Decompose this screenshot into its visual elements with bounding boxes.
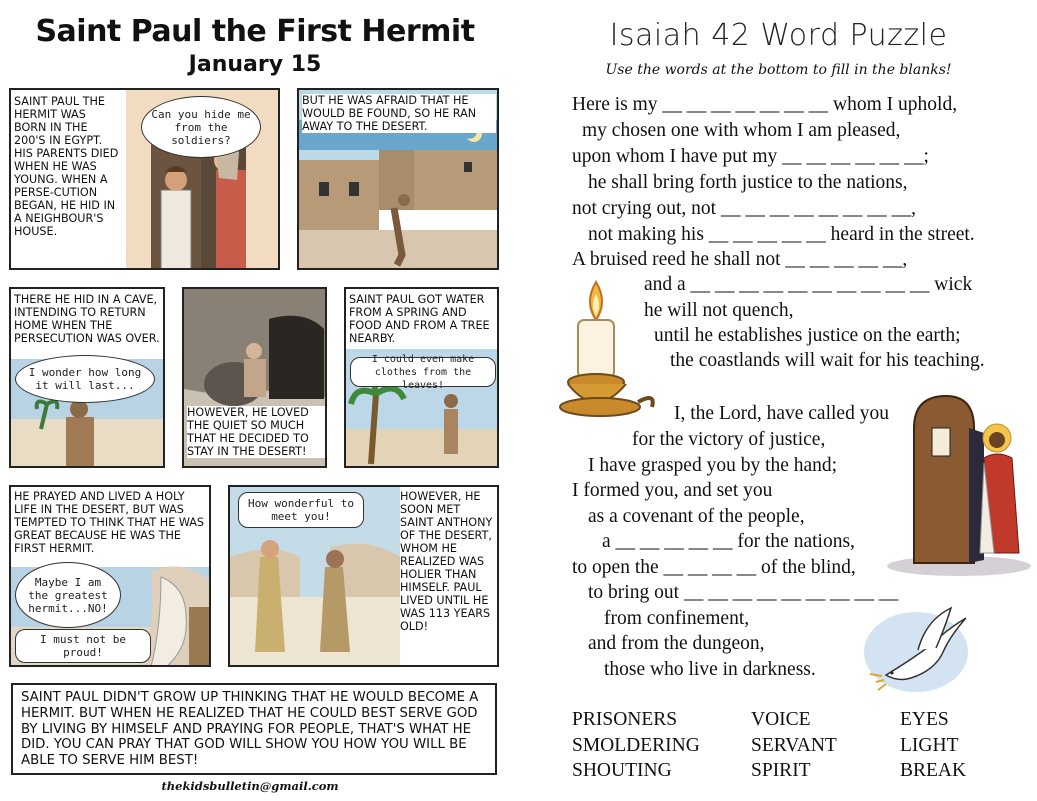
verse-line: from confinement,	[604, 608, 750, 629]
verse-line: the coastlands will wait for his teaching.	[670, 350, 985, 371]
word-bank-item: SERVANT	[751, 735, 837, 756]
panel-5	[344, 287, 499, 468]
verse-line: not making his __ __ __ __ __ heard in the street.	[588, 224, 975, 245]
panel-1-caption: SAINT PAUL THE HERMIT WAS BORN IN THE 200'S IN EGYPT. HIS PARENTS DIED WHEN HE WAS YOUNG. WHEN A PERSE-CUTION BEGAN, HE HID IN A NEIGHBOUR'S HOUSE.	[14, 95, 121, 238]
panel-5-caption: SAINT PAUL GOT WATER FROM A SPRING AND FOOD AND FROM A TREE NEARBY.	[349, 293, 498, 345]
comic-title: Saint Paul the First Hermit	[35, 14, 475, 49]
verse-line: a __ __ __ __ __ for the nations,	[602, 531, 855, 552]
word-bank-item: PRISONERS	[572, 709, 678, 730]
panel-4-caption: HOWEVER, HE LOVED THE QUIET SO MUCH THAT HE DECIDED TO STAY IN THE DESERT!	[187, 406, 326, 458]
dove-icon	[856, 600, 976, 695]
word-bank-item: SHOUTING	[572, 760, 672, 781]
word-bank-item: SPIRIT	[751, 760, 811, 781]
comic-page	[0, 0, 510, 801]
door-illustration	[884, 388, 1034, 578]
panel-1-speech-bubble: Can you hide me from the soldiers?	[141, 96, 261, 158]
verse-line: I, the Lord, have called you	[674, 403, 889, 424]
verse-line: upon whom I have put my __ __ __ __ __ __;	[572, 146, 929, 167]
word-bank-item: LIGHT	[900, 735, 959, 756]
verse-line: for the victory of justice,	[632, 429, 826, 450]
verse-line: to open the __ __ __ __ of the blind,	[572, 557, 856, 578]
panel-6-speech-bubble: I must not be proud!	[15, 629, 151, 663]
verse-line: I formed you, and set you	[572, 480, 773, 501]
verse-line: and a __ __ __ __ __ __ __ __ __ __ wick	[644, 274, 973, 295]
panel-7-speech-bubble: How wonderful to meet you!	[238, 492, 364, 528]
panel-3-caption: THERE HE HID IN A CAVE, INTENDING TO RETURN HOME WHEN THE PERSECUTION WAS OVER.	[14, 293, 164, 345]
panel-2	[297, 88, 499, 270]
puzzle-page	[520, 0, 1037, 801]
panel-2-caption: BUT HE WAS AFRAID THAT HE WOULD BE FOUND, SO HE RAN AWAY TO THE DESERT.	[302, 94, 496, 133]
verse-line: my chosen one with whom I am pleased,	[582, 120, 901, 141]
panel-4	[182, 287, 327, 468]
comic-date: January 15	[188, 52, 322, 77]
verse-line: he shall bring forth justice to the nations,	[588, 172, 908, 193]
puzzle-instructions: Use the words at the bottom to fill in the blanks!	[605, 62, 952, 78]
verse-line: not crying out, not __ __ __ __ __ __ __ __,	[572, 198, 916, 219]
panel-3	[9, 287, 165, 468]
contact-email[interactable]: thekidsbulletin@gmail.com	[161, 779, 339, 793]
verse-line: as a covenant of the people,	[588, 506, 805, 527]
verse-line: to bring out __ __ __ __ __ __ __ __ __	[588, 582, 899, 603]
verse-line: Here is my __ __ __ __ __ __ __ whom I uphold,	[572, 94, 958, 115]
panel-7-caption: HOWEVER, HE SOON MET SAINT ANTHONY OF THE DESERT, WHOM HE REALIZED WAS HOLIER THAN HIMSELF. PAUL LIVED UNTIL HE WAS 113 YEARS OLD!	[400, 490, 496, 633]
word-bank-item: EYES	[900, 709, 949, 730]
verse-line: those who live in darkness.	[604, 659, 816, 680]
verse-line: until he establishes justice on the earth;	[654, 325, 961, 346]
panel-6-caption: HE PRAYED AND LIVED A HOLY LIFE IN THE DESERT, BUT WAS TEMPTED TO THINK THAT HE WAS GREAT BECAUSE HE WAS THE FIRST HERMIT.	[14, 490, 210, 555]
panel-6-thought-bubble: Maybe I am the greatest hermit...NO!	[15, 562, 121, 628]
puzzle-title: Isaiah 42 Word Puzzle	[609, 18, 948, 53]
candle-icon	[556, 272, 666, 432]
word-bank-item: VOICE	[751, 709, 811, 730]
panel-5-thought-bubble: I could even make clothes from the leaves!	[350, 357, 496, 387]
verse-line: he will not quench,	[644, 300, 794, 321]
verse-line: A bruised reed he shall not __ __ __ __ __,	[572, 249, 908, 270]
word-bank-item: BREAK	[900, 760, 967, 781]
panel-6	[9, 485, 211, 667]
verse-line: and from the dungeon,	[588, 633, 765, 654]
word-bank-item: SMOLDERING	[572, 735, 700, 756]
panel-3-thought-bubble: I wonder how long it will last...	[15, 355, 155, 403]
conclusion-box: SAINT PAUL DIDN'T GROW UP THINKING THAT HE WOULD BECOME A HERMIT. BUT WHEN HE REALIZED THAT HE COULD BEST SERVE GOD BY LIVING BY HIMSELF AND PRAYING FOR PEOPLE, THAT'S WHAT HE DID. YOU CAN PRAY THAT GOD WILL SHOW YOU HOW YOU WILL BE ABLE TO SERVE HIM BEST!	[11, 683, 497, 775]
verse-line: I have grasped you by the hand;	[588, 455, 838, 476]
panel-1	[9, 88, 280, 270]
panel-7	[228, 485, 499, 667]
